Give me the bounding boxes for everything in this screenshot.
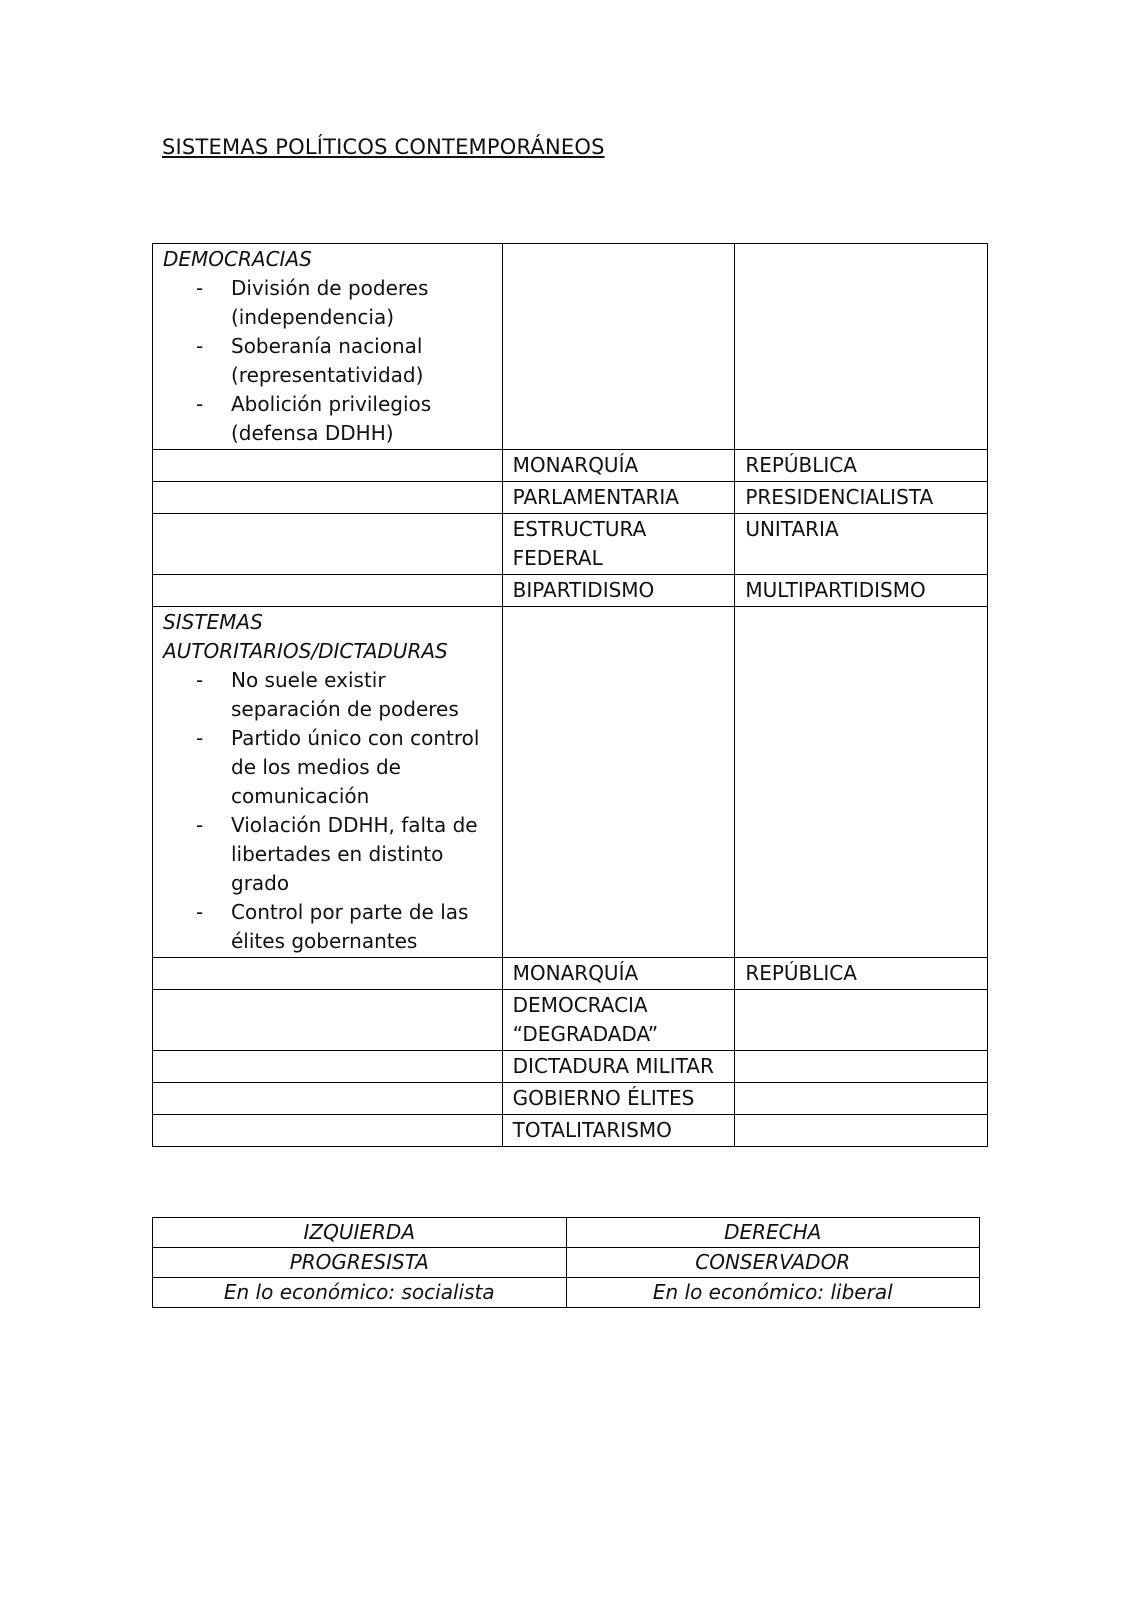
- table-cell: TOTALITARISMO: [502, 1115, 735, 1147]
- table-cell: MONARQUÍA: [502, 450, 735, 482]
- table-cell: [153, 514, 503, 575]
- list-item: - División de poderes (independencia): [188, 274, 493, 332]
- table-row: [153, 1218, 980, 1248]
- table-cell: [153, 990, 503, 1051]
- table-cell: PARLAMENTARIA: [502, 482, 735, 514]
- page-title: SISTEMAS POLÍTICOS CONTEMPORÁNEOS: [162, 135, 605, 159]
- list-item: - No suele existir separación de poderes: [188, 666, 493, 724]
- table-cell: PROGRESISTA: [153, 1248, 567, 1278]
- democracias-cell: [153, 244, 503, 450]
- table-row: [153, 1248, 980, 1278]
- section-heading: SISTEMAS AUTORITARIOS/DICTADURAS: [163, 610, 448, 663]
- table-cell: [735, 607, 988, 958]
- table-cell: [153, 1115, 503, 1147]
- bullet-list: [163, 666, 493, 956]
- table-row: [153, 958, 988, 990]
- bullet-list: [163, 274, 493, 448]
- table-cell: [153, 450, 503, 482]
- table-row: [153, 514, 988, 575]
- table-cell: CONSERVADOR: [566, 1248, 980, 1278]
- section-heading: DEMOCRACIAS: [163, 247, 312, 271]
- table-cell: PRESIDENCIALISTA: [735, 482, 988, 514]
- table-row: [153, 607, 988, 958]
- table-cell: En lo económico: socialista: [153, 1278, 567, 1308]
- list-item: - Abolición privilegios (defensa DDHH): [188, 390, 493, 448]
- table-cell: UNITARIA: [735, 514, 988, 575]
- table-row: [153, 1278, 980, 1308]
- list-item: - Partido único con control de los medios de comunicación: [188, 724, 493, 811]
- table-cell: [502, 607, 735, 958]
- table-row: [153, 990, 988, 1051]
- table-cell: En lo económico: liberal: [566, 1278, 980, 1308]
- table-cell: REPÚBLICA: [735, 958, 988, 990]
- table-cell: BIPARTIDISMO: [502, 575, 735, 607]
- table-cell: [502, 244, 735, 450]
- table-cell: [153, 958, 503, 990]
- table-cell: DEMOCRACIA “DEGRADADA”: [502, 990, 735, 1051]
- table-row: [153, 1115, 988, 1147]
- table-cell: [735, 990, 988, 1051]
- table-cell: [735, 1083, 988, 1115]
- table-cell: MULTIPARTIDISMO: [735, 575, 988, 607]
- table-header-cell: DERECHA: [566, 1218, 980, 1248]
- dictaduras-cell: [153, 607, 503, 958]
- table-cell: ESTRUCTURA FEDERAL: [502, 514, 735, 575]
- table-cell: [735, 244, 988, 450]
- table-row: [153, 1051, 988, 1083]
- table-cell: REPÚBLICA: [735, 450, 988, 482]
- table-cell: [735, 1051, 988, 1083]
- left-right-table: [152, 1217, 980, 1308]
- table-cell: MONARQUÍA: [502, 958, 735, 990]
- table-row: [153, 1083, 988, 1115]
- table-cell: GOBIERNO ÉLITES: [502, 1083, 735, 1115]
- list-item: - Control por parte de las élites gobernantes: [188, 898, 493, 956]
- table-row: [153, 482, 988, 514]
- list-item: - Violación DDHH, falta de libertades en distinto grado: [188, 811, 493, 898]
- table-row: [153, 450, 988, 482]
- table-cell: [153, 1051, 503, 1083]
- table-cell: [153, 1083, 503, 1115]
- list-item: - Soberanía nacional (representatividad): [188, 332, 493, 390]
- political-systems-table: [152, 243, 988, 1147]
- table-cell: [735, 1115, 988, 1147]
- table-cell: [153, 482, 503, 514]
- table-cell: [153, 575, 503, 607]
- table-cell: DICTADURA MILITAR: [502, 1051, 735, 1083]
- table-row: [153, 244, 988, 450]
- table-row: [153, 575, 988, 607]
- table-header-cell: IZQUIERDA: [153, 1218, 567, 1248]
